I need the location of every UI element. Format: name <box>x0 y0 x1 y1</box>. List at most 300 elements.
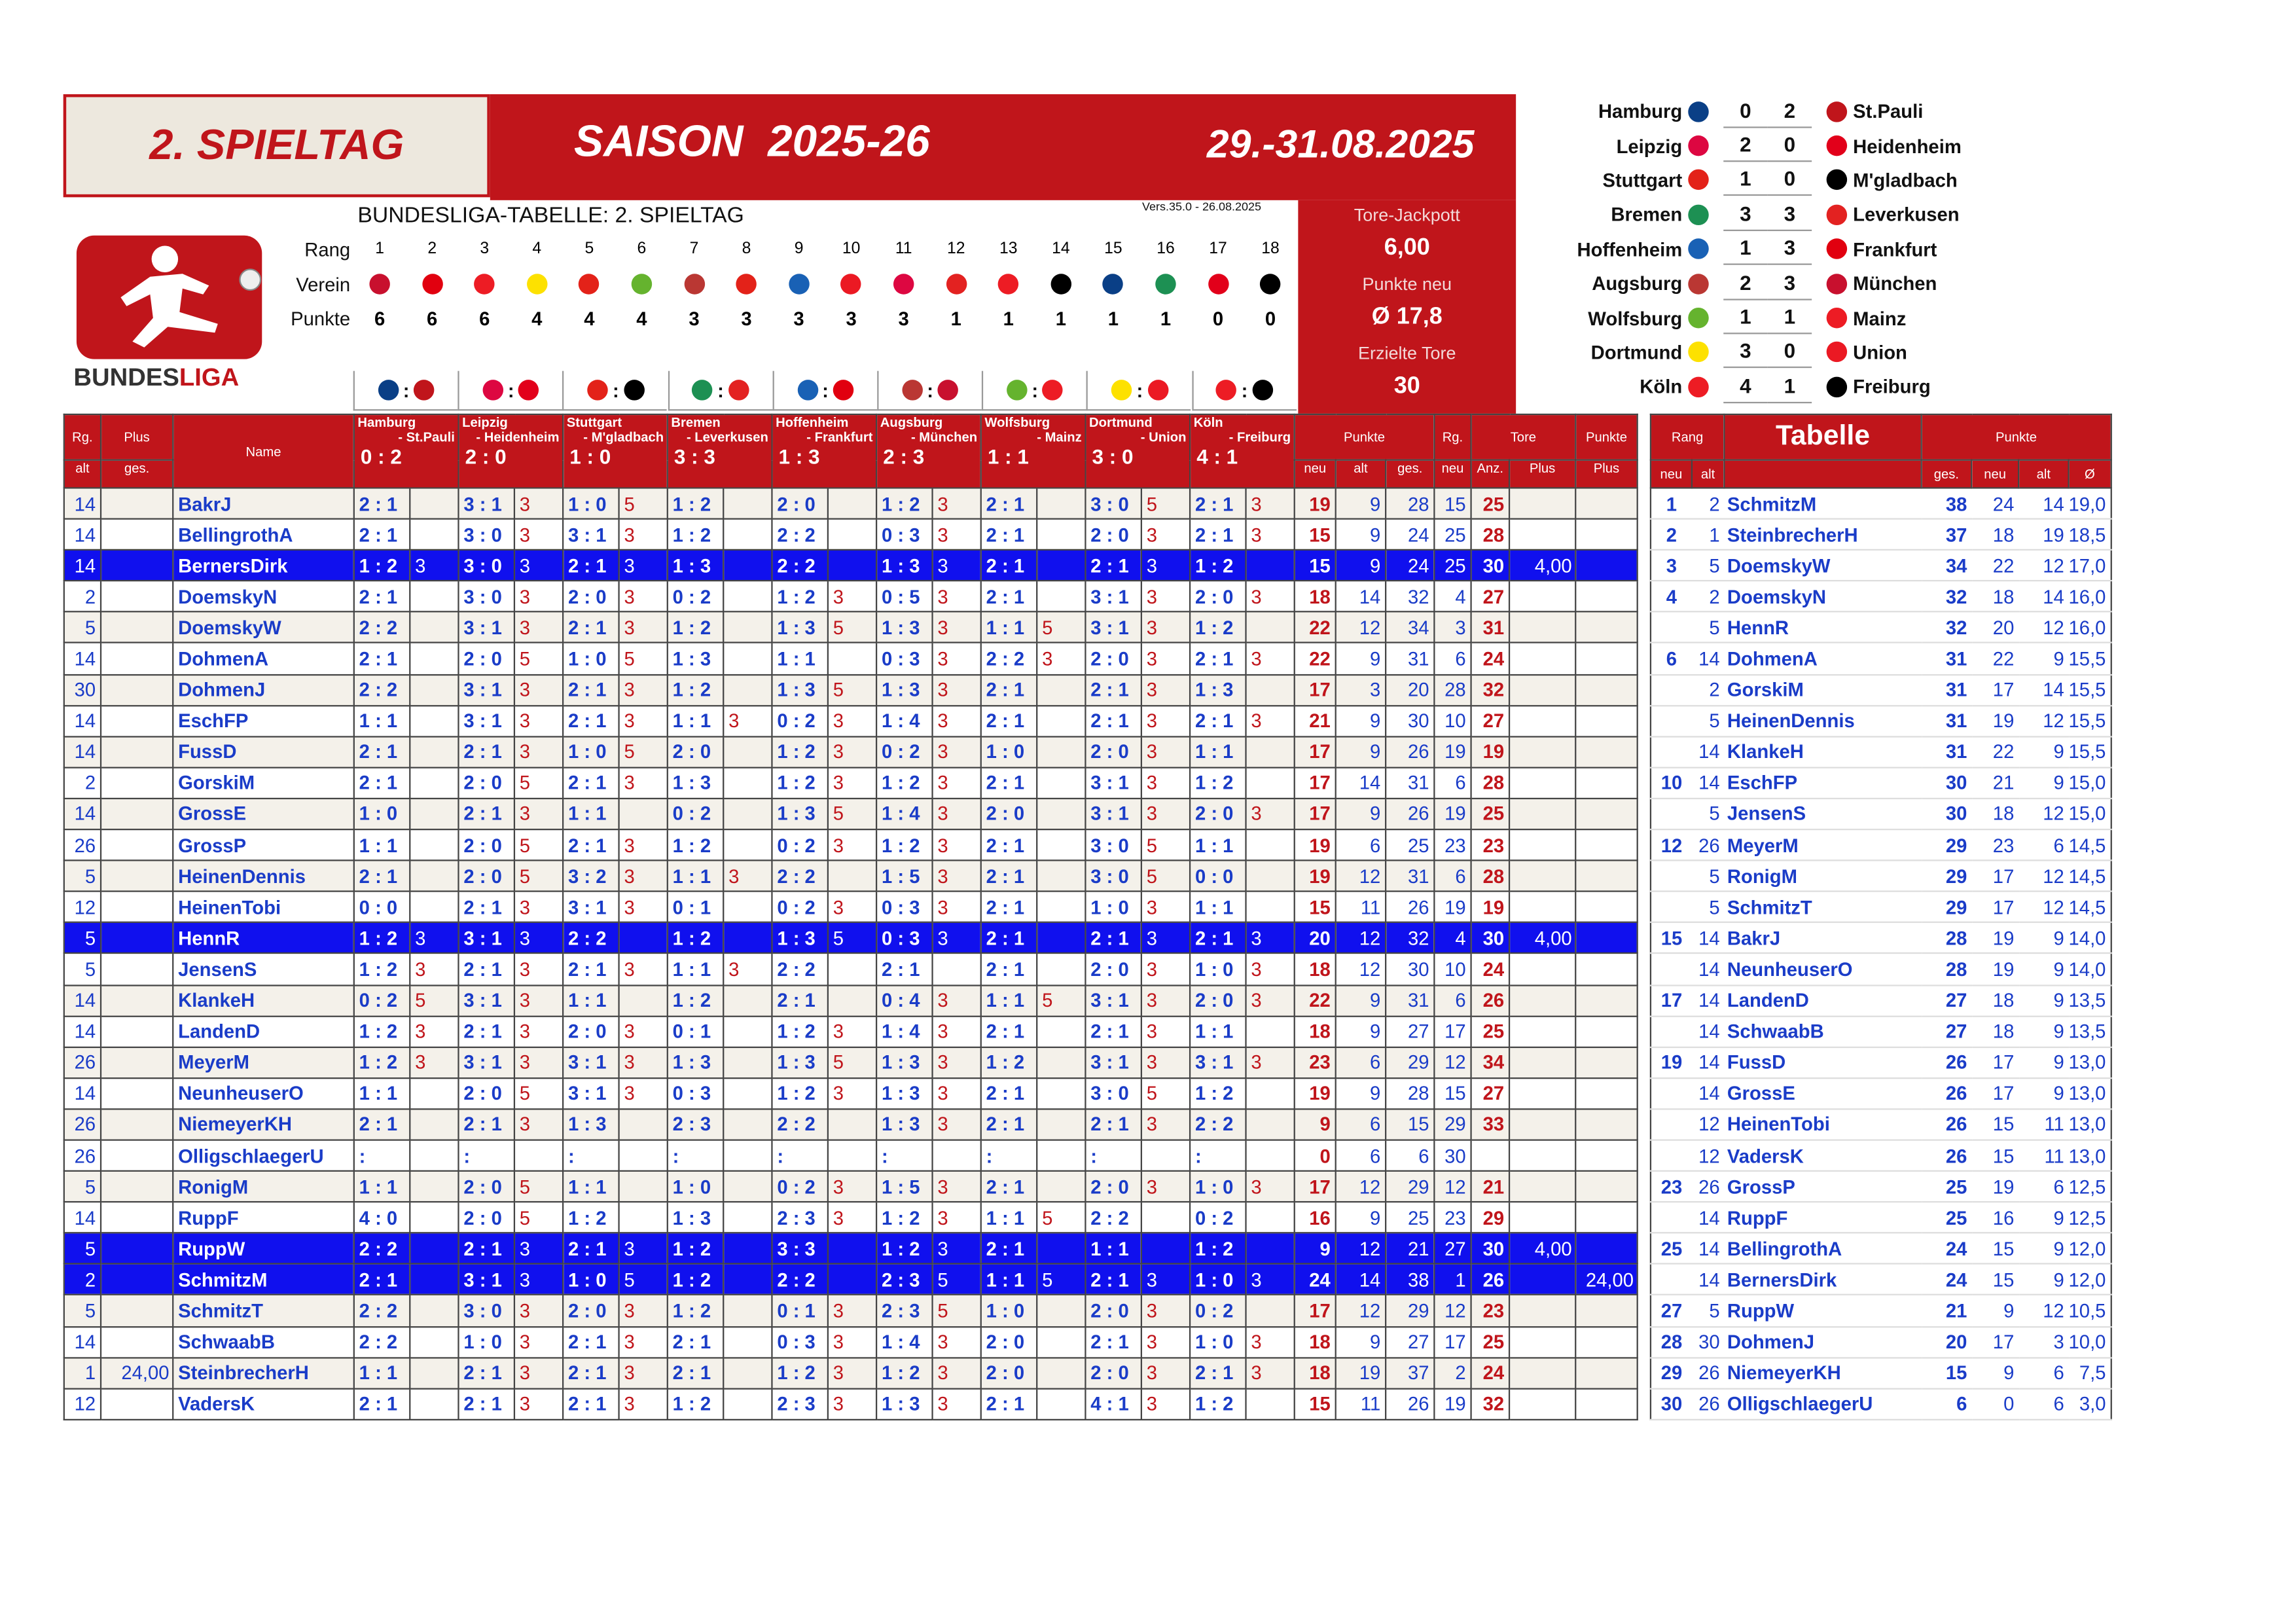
player-name: EschFP <box>173 705 354 736</box>
points-average: 19,0 <box>2069 488 2111 518</box>
goals-plus <box>1509 1264 1575 1295</box>
tip-points <box>828 643 876 674</box>
tip-points: 3 <box>933 643 981 674</box>
game-away: - Leverkusen <box>686 429 768 445</box>
tip-score: 0 : 2 <box>1190 1295 1246 1326</box>
goals-count: 24 <box>1471 954 1509 984</box>
result-home-goals: 2 <box>1723 130 1767 162</box>
points-old: 6 <box>2018 1388 2068 1419</box>
tip-points <box>1246 767 1295 798</box>
tip-score: 0 : 3 <box>668 1078 723 1109</box>
tip-points <box>723 1264 772 1295</box>
tip-score: 1 : 3 <box>668 767 723 798</box>
tip-score: 1 : 0 <box>458 1326 514 1357</box>
points-old: 9 <box>2018 1016 2068 1047</box>
tip-points <box>1141 1233 1190 1264</box>
matchday-date: 29.-31.08.2025 <box>1206 122 1475 167</box>
tip-points <box>410 1078 458 1109</box>
points-old: 12 <box>1336 923 1386 954</box>
club-crest-icon <box>789 274 809 294</box>
points-new: 22 <box>1971 550 2018 581</box>
crest-dot <box>789 274 809 294</box>
rank-new <box>1651 1109 1692 1140</box>
goals-count: 34 <box>1471 1047 1509 1077</box>
rank-new: 6 <box>1434 984 1471 1015</box>
plus-total <box>101 1233 173 1264</box>
pairing-box <box>1192 371 1297 411</box>
tip-points <box>1246 892 1295 922</box>
tip-points: 3 <box>933 1233 981 1264</box>
tip-score: 1 : 3 <box>876 674 932 705</box>
away-crest-icon <box>728 380 749 400</box>
tip-score: 3 : 1 <box>458 1047 514 1077</box>
side-palt-header: alt <box>2018 460 2068 488</box>
player-row <box>64 1264 1638 1295</box>
tip-score: 2 : 2 <box>354 1326 410 1357</box>
points-total: 30 <box>1922 767 1971 798</box>
rank-number: 16 <box>1157 240 1175 258</box>
tip-points: 3 <box>514 923 563 954</box>
tip-points <box>410 1358 458 1388</box>
player-name: EschFP <box>1724 767 1921 798</box>
rank-new: 25 <box>1434 550 1471 581</box>
tip-score: 2 : 0 <box>563 1016 619 1047</box>
goals-count: 28 <box>1471 861 1509 892</box>
points-new: 15 <box>1295 519 1336 550</box>
game-result: 2 : 3 <box>883 444 925 469</box>
rank-old: 14 <box>1692 954 1724 984</box>
plus-total <box>101 954 173 984</box>
tip-points: 3 <box>1246 799 1295 829</box>
away-crest-icon <box>1043 380 1063 400</box>
points-plus: 24,00 <box>1575 1264 1637 1295</box>
ranking-row <box>1651 799 2111 829</box>
points-old: 14 <box>2018 581 2068 612</box>
rank-new: 23 <box>1434 829 1471 860</box>
ranking-row <box>1651 1388 2111 1419</box>
tip-score: 1 : 3 <box>772 799 827 829</box>
tip-score: 0 : 5 <box>876 581 932 612</box>
tip-score: 3 : 1 <box>458 705 514 736</box>
rank-old: 5 <box>1692 1295 1724 1326</box>
points-old: 9 <box>1336 1326 1386 1357</box>
tip-points <box>410 519 458 550</box>
points-average: 14,0 <box>2069 954 2111 984</box>
goals-count: 23 <box>1471 829 1509 860</box>
tip-score: 0 : 3 <box>876 643 932 674</box>
rank-old: 5 <box>1692 799 1724 829</box>
tip-points <box>1037 1295 1085 1326</box>
points-old: 11 <box>1336 1388 1386 1419</box>
tip-points <box>410 1140 458 1171</box>
tip-score: 1 : 0 <box>981 736 1037 767</box>
tip-points <box>1037 581 1085 612</box>
away-crest-icon <box>1827 101 1847 121</box>
tip-score: 2 : 2 <box>772 550 827 581</box>
home-crest-icon <box>378 380 399 400</box>
player-name: SchmitzM <box>1724 488 1921 518</box>
tip-points <box>1037 829 1085 860</box>
tip-score: 2 : 1 <box>458 799 514 829</box>
points-total: 24 <box>1386 550 1434 581</box>
result-row <box>1511 129 2015 164</box>
tip-score: 2 : 2 <box>354 1295 410 1326</box>
club-points: 6 <box>479 307 490 330</box>
goals-plus <box>1509 861 1575 892</box>
crest-dot <box>475 274 495 294</box>
tip-score: 1 : 2 <box>668 984 723 1015</box>
home-crest-icon <box>797 380 817 400</box>
rank-new: 10 <box>1434 954 1471 984</box>
away-crest-icon <box>623 380 643 400</box>
tip-points: 3 <box>1141 923 1190 954</box>
tore-plus-header: Plus <box>1509 460 1575 488</box>
result-home-team: Hamburg <box>1598 100 1683 123</box>
rank-new: 19 <box>1434 892 1471 922</box>
tip-score: 2 : 1 <box>458 1016 514 1047</box>
tip-score: : <box>563 1140 619 1171</box>
plus-total <box>101 767 173 798</box>
tip-score: 3 : 1 <box>1085 1047 1141 1077</box>
goals-count: 30 <box>1471 923 1509 954</box>
tip-score: 1 : 1 <box>1085 1233 1141 1264</box>
rank-old: 26 <box>1692 1358 1724 1388</box>
tip-score: 3 : 0 <box>1085 829 1141 860</box>
goals-plus <box>1509 1295 1575 1326</box>
tip-points: 3 <box>933 1109 981 1140</box>
player-row <box>64 1047 1638 1077</box>
tip-points: 3 <box>933 612 981 643</box>
tip-score: 1 : 3 <box>876 1078 932 1109</box>
goals-plus <box>1509 736 1575 767</box>
tip-points <box>1037 550 1085 581</box>
points-plus <box>1575 488 1637 518</box>
tip-score: 2 : 1 <box>981 829 1037 860</box>
player-name: MeyerM <box>1724 829 1921 860</box>
points-total: 32 <box>1922 581 1971 612</box>
rank-old: 2 <box>1692 674 1724 705</box>
plus-total <box>101 1171 173 1202</box>
tip-score: 1 : 2 <box>668 1295 723 1326</box>
points-old: 9 <box>1336 799 1386 829</box>
points-total: 15 <box>1922 1358 1971 1388</box>
game-result: 1 : 3 <box>778 444 820 469</box>
player-name: GrossE <box>173 799 354 829</box>
tip-score: 1 : 2 <box>772 1358 827 1388</box>
tip-score: 1 : 3 <box>772 1047 827 1077</box>
plus-total <box>101 612 173 643</box>
goals-count: 32 <box>1471 674 1509 705</box>
points-plus <box>1575 1202 1637 1233</box>
player-name: RuppW <box>173 1233 354 1264</box>
result-row <box>1511 94 2015 129</box>
rank-old: 5 <box>1692 550 1724 581</box>
tip-points: 3 <box>933 736 981 767</box>
tip-score: 2 : 1 <box>981 767 1037 798</box>
game-header <box>1190 414 1295 488</box>
points-new: 18 <box>1971 984 2018 1015</box>
tip-points: 3 <box>619 1078 668 1109</box>
tip-points <box>1037 1358 1085 1388</box>
tip-score: 1 : 2 <box>1190 612 1246 643</box>
game-home: Stuttgart <box>566 415 622 430</box>
tip-points: 3 <box>1141 954 1190 984</box>
tip-score: 1 : 2 <box>1190 1078 1246 1109</box>
points-new: 19 <box>1295 488 1336 518</box>
rank-old: 5 <box>64 612 101 643</box>
rank-new: 19 <box>1434 736 1471 767</box>
tip-score: 0 : 3 <box>876 892 932 922</box>
tip-points: 3 <box>619 1326 668 1357</box>
points-total: 25 <box>1386 1202 1434 1233</box>
points-total: 26 <box>1386 799 1434 829</box>
tip-points: 3 <box>619 1233 668 1264</box>
tip-points <box>1037 1326 1085 1357</box>
crest-dot <box>369 274 389 294</box>
rank-new <box>1651 1264 1692 1295</box>
points-average: 15,5 <box>2069 643 2111 674</box>
points-plus <box>1575 1016 1637 1047</box>
rank-new: 10 <box>1434 705 1471 736</box>
player-name: KlankeH <box>1724 736 1921 767</box>
game-home: Hamburg <box>357 415 416 430</box>
tip-score: 1 : 5 <box>876 861 932 892</box>
tip-points <box>1037 674 1085 705</box>
points-total: 32 <box>1386 923 1434 954</box>
player-row <box>64 1358 1638 1388</box>
tip-points <box>1246 1388 1295 1419</box>
tip-points: 3 <box>828 892 876 922</box>
tip-points <box>723 674 772 705</box>
rank-number: 6 <box>637 240 647 258</box>
tip-score: 2 : 1 <box>981 674 1037 705</box>
tip-points <box>410 1202 458 1233</box>
tip-points: 3 <box>933 1388 981 1419</box>
player-row <box>64 1326 1638 1357</box>
jackpot-value: 6,00 <box>1384 235 1430 261</box>
ges-header: ges. <box>101 460 173 488</box>
goals-count: 25 <box>1471 488 1509 518</box>
player-name: BernersDirk <box>1724 1264 1921 1295</box>
result-home-goals: 1 <box>1723 233 1767 265</box>
tip-points: 3 <box>828 1295 876 1326</box>
rank-new: 1 <box>1651 488 1692 518</box>
goals-count: 32 <box>1471 1388 1509 1419</box>
goals-plus: 4,00 <box>1509 550 1575 581</box>
player-name: DoemskyN <box>173 581 354 612</box>
points-new: 19 <box>1971 705 2018 736</box>
points-old: 9 <box>1336 1078 1386 1109</box>
tip-score: : <box>1085 1140 1141 1171</box>
rank-old: 14 <box>64 1326 101 1357</box>
points-new: 17 <box>1971 674 2018 705</box>
tip-points: 5 <box>828 923 876 954</box>
tip-points: 3 <box>619 1295 668 1326</box>
result-away-team: M'gladbach <box>1853 169 1958 192</box>
tip-points: 3 <box>410 1047 458 1077</box>
rank-new: 17 <box>1651 984 1692 1015</box>
rank-old: 26 <box>64 1047 101 1077</box>
tip-score: 3 : 0 <box>458 1295 514 1326</box>
result-away-team: Union <box>1853 341 1907 364</box>
player-row <box>64 829 1638 860</box>
game-away: - Mainz <box>1037 429 1082 445</box>
away-crest-icon <box>1827 376 1847 397</box>
tip-points: 3 <box>514 581 563 612</box>
result-away-team: Freiburg <box>1853 376 1931 398</box>
rank-new: 19 <box>1434 799 1471 829</box>
rank-new: 27 <box>1651 1295 1692 1326</box>
rank-old: 5 <box>1692 861 1724 892</box>
points-total: 31 <box>1922 643 1971 674</box>
plus-total <box>101 892 173 922</box>
points-old: 3 <box>2018 1326 2068 1357</box>
tip-points: 3 <box>1246 1326 1295 1357</box>
tip-score: 2 : 1 <box>1190 643 1246 674</box>
points-average: 14,0 <box>2069 923 2111 954</box>
tip-points: 3 <box>933 861 981 892</box>
points-plus <box>1575 705 1637 736</box>
pairing-colon: : <box>927 379 934 401</box>
club-crest-icon <box>893 274 914 294</box>
player-name: BernersDirk <box>173 550 354 581</box>
club-crest-icon <box>579 274 600 294</box>
p-neu-header: neu <box>1295 460 1336 488</box>
rank-new: 15 <box>1434 1078 1471 1109</box>
points-old: 14 <box>1336 1264 1386 1295</box>
tip-score: 1 : 1 <box>668 861 723 892</box>
tip-score: 1 : 1 <box>563 1171 619 1202</box>
tip-score: 0 : 1 <box>772 1295 827 1326</box>
points-total: 27 <box>1922 984 1971 1015</box>
tip-points <box>1037 736 1085 767</box>
tip-score: 0 : 0 <box>354 892 410 922</box>
rank-new: 4 <box>1434 923 1471 954</box>
punkte-label: Punkte <box>291 307 351 330</box>
crest-dot <box>1155 274 1175 294</box>
tip-points <box>723 1326 772 1357</box>
rank-new: 6 <box>1434 861 1471 892</box>
player-name: SteinbrecherH <box>1724 519 1921 550</box>
pairing-colon: : <box>717 379 724 401</box>
rank-old: 2 <box>1692 581 1724 612</box>
tip-points: 3 <box>933 550 981 581</box>
tip-points: 3 <box>1246 954 1295 984</box>
player-name: DohmenJ <box>173 674 354 705</box>
result-home-team: Hoffenheim <box>1577 238 1683 261</box>
points-new: 16 <box>1971 1202 2018 1233</box>
rank-new: 25 <box>1434 519 1471 550</box>
punkte-header: Punkte <box>1295 414 1435 460</box>
tip-score: 1 : 3 <box>876 550 932 581</box>
result-away-team: Heidenheim <box>1853 134 1962 157</box>
player-name: MeyerM <box>173 1047 354 1077</box>
tip-points <box>1246 861 1295 892</box>
tip-score: 1 : 4 <box>876 1326 932 1357</box>
away-crest-icon <box>1827 204 1847 225</box>
points-average: 14,5 <box>2069 861 2111 892</box>
tip-score: 1 : 2 <box>354 550 410 581</box>
tip-points <box>1037 799 1085 829</box>
tip-points: 3 <box>933 1016 981 1047</box>
points-plus <box>1575 1388 1637 1419</box>
club-crest-icon <box>527 274 547 294</box>
player-name: BakrJ <box>173 488 354 518</box>
tip-points: 3 <box>410 954 458 984</box>
tip-score: 2 : 1 <box>981 519 1037 550</box>
points-total: 26 <box>1922 1109 1971 1140</box>
tip-score: 1 : 2 <box>1190 1233 1246 1264</box>
player-name: KlankeH <box>173 984 354 1015</box>
rank-old: 14 <box>64 519 101 550</box>
tip-score: 0 : 1 <box>668 1016 723 1047</box>
tip-score: 2 : 1 <box>354 1388 410 1419</box>
tip-score: 2 : 0 <box>1190 799 1246 829</box>
points-old: 12 <box>2018 892 2068 922</box>
tip-score: 1 : 2 <box>668 923 723 954</box>
points-old: 9 <box>2018 736 2068 767</box>
tip-score: 1 : 2 <box>668 674 723 705</box>
player-row <box>64 550 1638 581</box>
points-new: 15 <box>1295 550 1336 581</box>
points-old: 11 <box>1336 892 1386 922</box>
points-total: 28 <box>1922 923 1971 954</box>
points-total: 29 <box>1922 861 1971 892</box>
player-row <box>64 984 1638 1015</box>
points-plus <box>1575 1326 1637 1357</box>
rank-new: 4 <box>1651 581 1692 612</box>
tip-points: 3 <box>514 674 563 705</box>
rank-new <box>1651 736 1692 767</box>
player-row <box>64 1388 1638 1419</box>
tip-points <box>828 1264 876 1295</box>
home-crest-icon <box>1688 204 1708 225</box>
player-name: SchmitzM <box>173 1264 354 1295</box>
rank-new: 19 <box>1434 1388 1471 1419</box>
result-away-goals: 0 <box>1768 130 1812 162</box>
game-home: Wolfsburg <box>984 415 1050 430</box>
tip-points: 3 <box>1141 984 1190 1015</box>
rank-new <box>1651 1016 1692 1047</box>
away-crest-icon <box>1827 135 1847 156</box>
tip-score: 2 : 2 <box>1190 1109 1246 1140</box>
tip-score: 2 : 1 <box>981 892 1037 922</box>
rank-old: 14 <box>64 550 101 581</box>
ranking-row <box>1651 550 2111 581</box>
tip-points: 3 <box>514 799 563 829</box>
points-old: 14 <box>2018 488 2068 518</box>
tip-points: 3 <box>1141 1264 1190 1295</box>
points-new: 20 <box>1971 612 2018 643</box>
player-name: DoemskyW <box>1724 550 1921 581</box>
tip-score: : <box>668 1140 723 1171</box>
tip-points <box>410 488 458 518</box>
points-total: 20 <box>1386 674 1434 705</box>
player-row <box>64 799 1638 829</box>
rank-new: 17 <box>1434 1326 1471 1357</box>
tip-score: 2 : 1 <box>981 488 1037 518</box>
tip-points: 3 <box>1141 612 1190 643</box>
ranking-row <box>1651 488 2111 518</box>
points-new: 16 <box>1295 1202 1336 1233</box>
tip-score: 3 : 0 <box>458 581 514 612</box>
tip-score: 0 : 1 <box>668 892 723 922</box>
player-name: HennR <box>173 923 354 954</box>
plus-header: Plus <box>101 414 173 460</box>
pairing-colon: : <box>1241 379 1248 401</box>
result-home-goals: 3 <box>1723 198 1767 230</box>
away-crest-icon <box>938 380 958 400</box>
